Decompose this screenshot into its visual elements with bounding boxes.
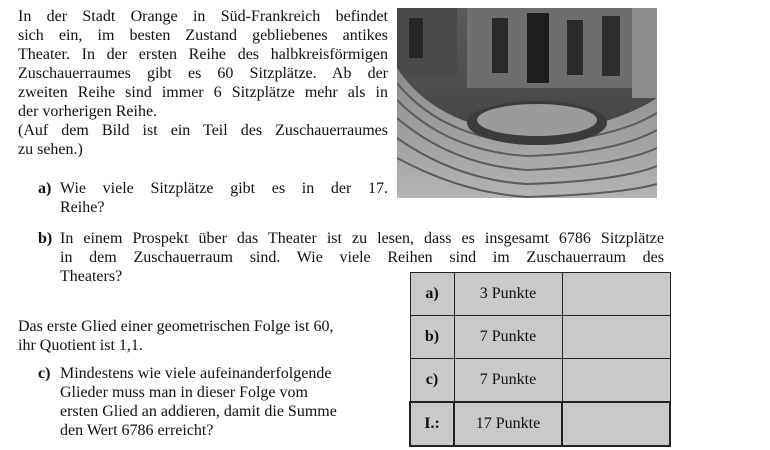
task-a-label: a) [38, 180, 52, 197]
task-b-line-2: in dem Zuschauerraum sind. Wie viele Reihen sind im Zuschauerraum des [60, 249, 664, 266]
score-points-a: 3 Punkte [454, 273, 562, 316]
geo-line-1: Das erste Glied einer geometrischen Folge ist 60, [18, 318, 334, 335]
intro-line-2: sich ein, im besten Zustand gebliebenes antikes [18, 27, 388, 44]
score-entry-total[interactable] [562, 402, 670, 446]
score-entry-c[interactable] [562, 359, 670, 403]
intro-note-line-2: zu sehen.) [18, 141, 83, 158]
intro-line-5: zweiten Reihe sind immer 6 Sitzplätze mehr als in [18, 84, 388, 101]
score-table [409, 272, 671, 447]
score-label-c: c) [410, 359, 454, 403]
task-c-label: c) [38, 365, 51, 382]
theater-photo [397, 8, 657, 198]
score-row-c [410, 359, 670, 403]
score-entry-b[interactable] [562, 316, 670, 359]
score-label-a: a) [410, 273, 454, 316]
task-b-line-1: In einem Prospekt über das Theater ist zu lesen, dass es insgesamt 6786 Sitzplätze [60, 230, 664, 247]
task-b-line-3: Theaters? [60, 268, 123, 285]
task-c-line-2: Glieder muss man in dieser Folge vom [60, 384, 308, 401]
intro-line-4: Zuschauerraumes gibt es 60 Sitzplätze. Ab der [18, 65, 388, 82]
score-row-a [410, 273, 670, 316]
score-row-b [410, 316, 670, 359]
score-entry-a[interactable] [562, 273, 670, 316]
score-points-c: 7 Punkte [454, 359, 562, 403]
score-label-total: I.: [410, 402, 454, 446]
intro-line-1: In der Stadt Orange in Süd-Frankreich befindet [18, 8, 388, 25]
score-points-b: 7 Punkte [454, 316, 562, 359]
task-a-line-1: Wie viele Sitzplätze gibt es in der 17. [60, 180, 388, 197]
task-a-line-2: Reihe? [60, 199, 105, 216]
intro-line-6: der vorherigen Reihe. [18, 103, 158, 120]
task-c-line-3: ersten Glied an addieren, damit die Summe [60, 403, 337, 420]
score-points-total: 17 Punkte [454, 402, 562, 446]
task-c-line-1: Mindestens wie viele aufeinanderfolgende [60, 365, 332, 382]
task-c-line-4: den Wert 6786 erreicht? [60, 422, 214, 439]
geo-line-2: ihr Quotient ist 1,1. [18, 337, 143, 354]
geometric-sequence-text [18, 317, 388, 355]
intro-note-line-1: (Auf dem Bild ist ein Teil des Zuschauerraumes [18, 122, 388, 139]
intro-line-3: Theater. In der ersten Reihe des halbkreisförmigen [18, 46, 388, 63]
score-label-b: b) [410, 316, 454, 359]
task-c [38, 364, 388, 440]
task-b-label: b) [38, 230, 53, 247]
task-a [38, 179, 388, 217]
score-row-total [410, 402, 670, 446]
intro-text [18, 7, 388, 159]
